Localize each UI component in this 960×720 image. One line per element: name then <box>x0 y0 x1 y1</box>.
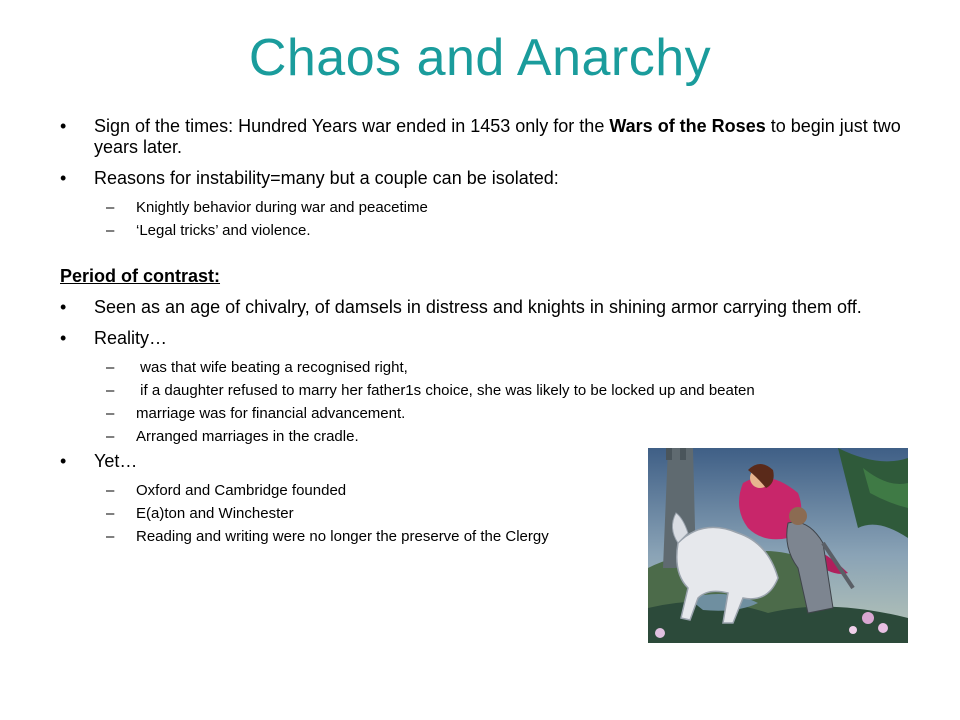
bullet-text: Seen as an age of chivalry, of damsels in distress and knights in shining armor carrying them off. <box>94 297 862 317</box>
sub-bullet-text: marriage was for financial advancement. <box>136 405 406 422</box>
sub-bullet-text: was that wife beating a recognised right, <box>136 359 408 376</box>
dash-marker: – <box>106 359 115 376</box>
sub-bullet-text: Reading and writing were no longer the preserve of the Clergy <box>136 528 549 545</box>
knight-head <box>789 507 807 525</box>
section-heading: Period of contrast: <box>60 266 221 286</box>
bullet-marker: • <box>60 297 67 317</box>
sub-bullet <box>60 359 910 377</box>
bullet-text-pre: Sign of the times: Hundred Years war ended in 1453 only for the <box>94 116 610 136</box>
flower-icon <box>655 628 665 638</box>
tower-crenel <box>680 448 686 460</box>
bullet-text: Yet… <box>94 451 138 471</box>
bullet-text-bold: Wars of the Roses <box>609 116 766 136</box>
sub-bullet <box>60 199 910 217</box>
dash-marker: – <box>106 505 115 522</box>
sub-bullet-text: ‘Legal tricks’ and violence. <box>136 222 311 239</box>
sub-bullet-text: if a daughter refused to marry her father1s choice, she was likely to be locked up and beaten <box>136 382 755 399</box>
bullet-chivalry <box>60 297 910 318</box>
sub-bullet <box>60 382 910 400</box>
dash-marker: – <box>106 405 115 422</box>
bullet-text: Reasons for instability=many but a couple can be isolated: <box>94 168 559 188</box>
bullet-reasons <box>60 168 910 189</box>
bullet-text: Reality… <box>94 328 168 348</box>
bullet-text-post: to begin just two years later. <box>94 116 901 157</box>
sub-bullet-text: E(a)ton and Winchester <box>136 505 294 522</box>
dash-marker: – <box>106 199 115 216</box>
slide-title: Chaos and Anarchy <box>248 29 712 87</box>
bullet-marker: • <box>60 168 67 188</box>
knight-rescuing-damsel-painting <box>648 448 908 643</box>
painting-svg <box>648 448 908 643</box>
bullet-marker: • <box>60 451 67 471</box>
sub-bullet <box>60 405 910 423</box>
dash-marker: – <box>106 428 115 445</box>
tower-crenel <box>666 448 672 460</box>
flower-icon <box>862 612 874 624</box>
sub-bullet-text: Oxford and Cambridge founded <box>136 482 347 499</box>
dash-marker: – <box>106 382 115 399</box>
sub-bullet-text: Knightly behavior during war and peacetime <box>136 199 428 216</box>
dash-marker: – <box>106 528 115 545</box>
dash-marker: – <box>106 482 115 499</box>
sub-bullet <box>60 428 910 446</box>
bullet-marker: • <box>60 328 67 348</box>
flower-icon <box>849 626 857 634</box>
flower-icon <box>878 623 888 633</box>
dash-marker: – <box>106 222 115 239</box>
bullet-marker: • <box>60 116 67 136</box>
bullet-sign-of-times <box>60 116 910 158</box>
sub-bullet <box>60 222 910 240</box>
sub-bullet-text: Arranged marriages in the cradle. <box>136 428 359 445</box>
bullet-reality <box>60 328 910 349</box>
